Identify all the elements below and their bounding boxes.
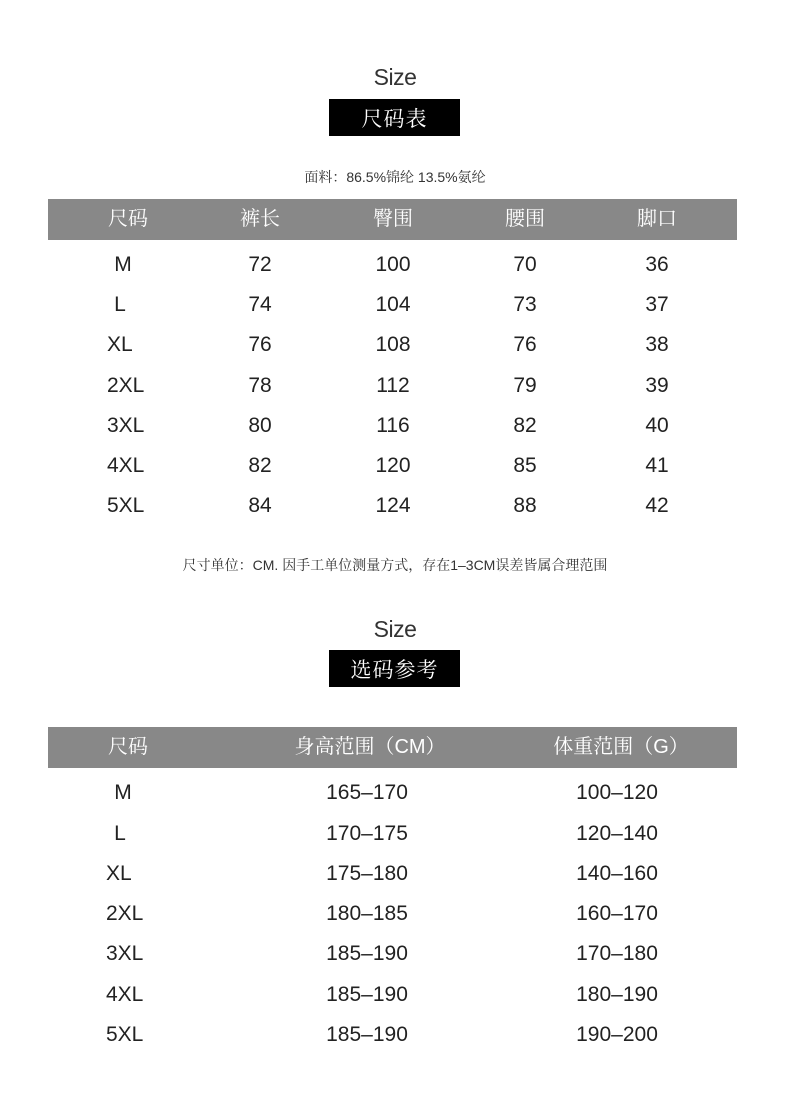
table-row bbox=[48, 980, 737, 1010]
cell-size: L bbox=[114, 293, 126, 316]
header-size: 尺码 bbox=[108, 736, 148, 758]
table-row bbox=[48, 899, 737, 929]
cell-pants-length: 76 bbox=[248, 333, 272, 356]
cell-leg-opening: 39 bbox=[645, 374, 669, 397]
size-chart-title: Size bbox=[373, 64, 417, 90]
cell-size: XL bbox=[106, 862, 132, 885]
cell-hip: 104 bbox=[375, 293, 411, 316]
cell-height: 180–185 bbox=[326, 902, 408, 925]
cell-waist: 82 bbox=[513, 414, 537, 437]
cell-hip: 108 bbox=[375, 333, 411, 356]
cell-pants-length: 82 bbox=[248, 454, 272, 477]
cell-leg-opening: 42 bbox=[645, 494, 669, 517]
table-row bbox=[48, 451, 737, 481]
cell-size: 2XL bbox=[107, 374, 145, 397]
cell-leg-opening: 36 bbox=[645, 253, 669, 276]
cell-weight: 170–180 bbox=[576, 942, 658, 965]
size-guide-badge: 选码参考 bbox=[329, 650, 460, 687]
cell-waist: 85 bbox=[513, 454, 537, 477]
cell-size: 5XL bbox=[107, 494, 145, 517]
cell-size: M bbox=[114, 253, 132, 276]
cell-weight: 100–120 bbox=[576, 781, 658, 804]
cell-height: 175–180 bbox=[326, 862, 408, 885]
table-row bbox=[48, 939, 737, 969]
cell-leg-opening: 38 bbox=[645, 333, 669, 356]
table-row bbox=[48, 250, 737, 280]
table-row bbox=[48, 411, 737, 441]
unit-note: 尺寸单位：CM. 因手工单位测量方式，存在1–3CM误差皆属合理范围 bbox=[182, 557, 608, 573]
cell-height: 185–190 bbox=[326, 1023, 408, 1046]
cell-height: 165–170 bbox=[326, 781, 408, 804]
cell-waist: 79 bbox=[513, 374, 537, 397]
table-row bbox=[48, 819, 737, 849]
header-waist: 腰围 bbox=[505, 208, 545, 230]
cell-pants-length: 84 bbox=[248, 494, 272, 517]
header-pants-length: 裤长 bbox=[240, 208, 280, 230]
header-height-range: 身高范围（CM） bbox=[294, 736, 446, 758]
cell-waist: 76 bbox=[513, 333, 537, 356]
cell-pants-length: 72 bbox=[248, 253, 272, 276]
cell-hip: 120 bbox=[375, 454, 411, 477]
cell-hip: 100 bbox=[375, 253, 411, 276]
header-size: 尺码 bbox=[108, 208, 148, 230]
table-row bbox=[48, 330, 737, 360]
cell-weight: 180–190 bbox=[576, 983, 658, 1006]
cell-leg-opening: 40 bbox=[645, 414, 669, 437]
cell-waist: 88 bbox=[513, 494, 537, 517]
cell-waist: 70 bbox=[513, 253, 537, 276]
cell-size: 4XL bbox=[107, 454, 145, 477]
cell-hip: 124 bbox=[375, 494, 411, 517]
size-guide-title: Size bbox=[373, 616, 417, 642]
cell-weight: 140–160 bbox=[576, 862, 658, 885]
table-row bbox=[48, 491, 737, 521]
cell-size: 4XL bbox=[106, 983, 144, 1006]
cell-pants-length: 74 bbox=[248, 293, 272, 316]
header-leg-opening: 脚口 bbox=[637, 208, 677, 230]
cell-height: 185–190 bbox=[326, 983, 408, 1006]
cell-size: 3XL bbox=[107, 414, 145, 437]
size-chart-header bbox=[48, 199, 737, 240]
table-row bbox=[48, 290, 737, 320]
cell-hip: 112 bbox=[376, 374, 410, 397]
header-hip: 臀围 bbox=[373, 208, 413, 230]
cell-leg-opening: 41 bbox=[645, 454, 669, 477]
table-row bbox=[48, 371, 737, 401]
header-weight-range: 体重范围（G） bbox=[553, 736, 689, 758]
cell-weight: 160–170 bbox=[576, 902, 658, 925]
size-chart-badge: 尺码表 bbox=[329, 99, 460, 136]
cell-size: 3XL bbox=[106, 942, 144, 965]
cell-height: 170–175 bbox=[326, 822, 408, 845]
table-row bbox=[48, 859, 737, 889]
table-row bbox=[48, 778, 737, 808]
size-guide-header bbox=[48, 727, 737, 768]
cell-size: L bbox=[114, 822, 126, 845]
cell-weight: 190–200 bbox=[576, 1023, 658, 1046]
cell-size: 2XL bbox=[106, 902, 144, 925]
cell-pants-length: 80 bbox=[248, 414, 272, 437]
cell-size: XL bbox=[107, 333, 133, 356]
fabric-note: 面料：86.5%锦纶 13.5%氨纶 bbox=[304, 169, 486, 185]
cell-hip: 116 bbox=[376, 414, 410, 437]
cell-waist: 73 bbox=[513, 293, 537, 316]
cell-pants-length: 78 bbox=[248, 374, 272, 397]
cell-leg-opening: 37 bbox=[645, 293, 669, 316]
cell-size: 5XL bbox=[106, 1023, 144, 1046]
cell-size: M bbox=[114, 781, 132, 804]
cell-height: 185–190 bbox=[326, 942, 408, 965]
cell-weight: 120–140 bbox=[576, 822, 658, 845]
table-row bbox=[48, 1020, 737, 1050]
